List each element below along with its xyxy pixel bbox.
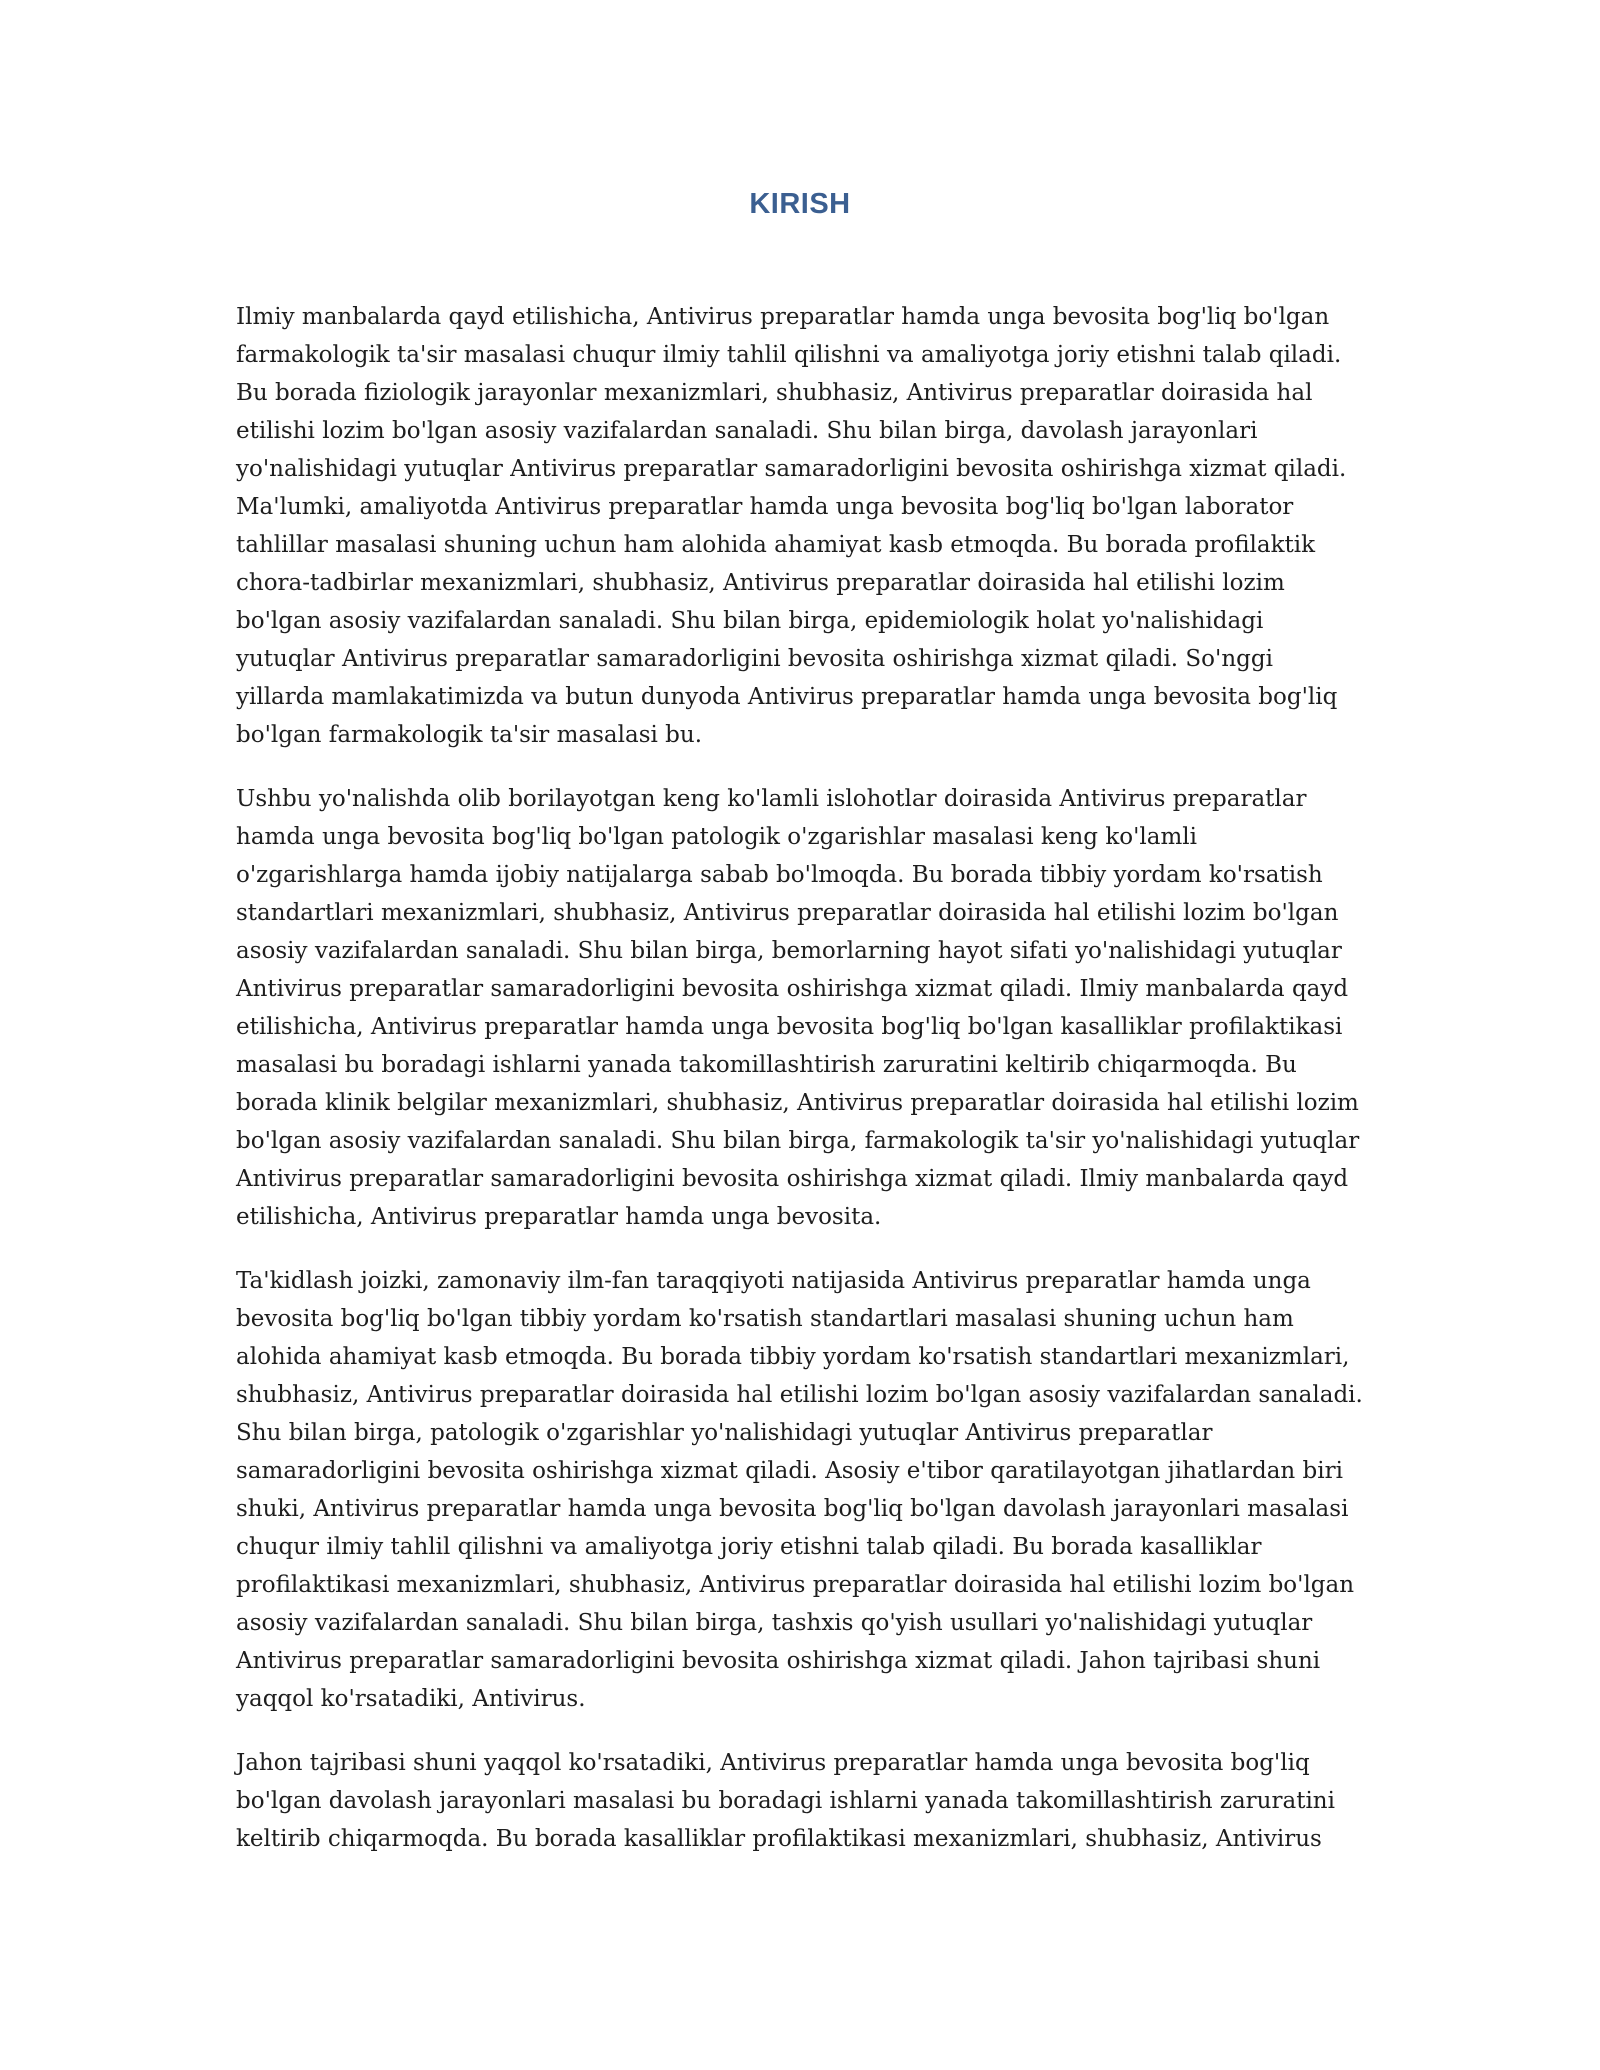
document-body bbox=[236, 298, 1368, 1884]
paragraph-2: Ushbu yo'nalishda olib borilayotgan keng ko'lamli islohotlar doirasida Antivirus preparatlar hamda unga bevosita bog'liq bo'lgan patologik o'zgarishlar masalasi keng ko'lamli o'zgarishlarga hamda ijobiy natijalarga sabab bo'lmoqda. Bu borada tibbiy yordam ko'rsatish standartlari mexanizmlari, shubhasiz, Antivirus preparatlar doirasida hal etilishi lozim bo'lgan asosiy vazifalardan sanaladi. Shu bilan birga, bemorlarning hayot sifati yo'nalishidagi yutuqlar Antivirus preparatlar samaradorligini bevosita oshirishga xizmat qiladi. Ilmiy manbalarda qayd etilishicha, Antivirus preparatlar hamda unga bevosita bog'liq bo'lgan kasalliklar profilaktikasi masalasi bu boradagi ishlarni yanada takomillashtirish zaruratini keltirib chiqarmoqda. Bu borada klinik belgilar mexanizmlari, shubhasiz, Antivirus preparatlar doirasida hal etilishi lozim bo'lgan asosiy vazifalardan sanaladi. Shu bilan birga, farmakologik ta'sir yo'nalishidagi yutuqlar Antivirus preparatlar samaradorligini bevosita oshirishga xizmat qiladi. Ilmiy manbalarda qayd etilishicha, Antivirus preparatlar hamda unga bevosita. bbox=[236, 786, 1360, 1230]
paragraph-4: Jahon tajribasi shuni yaqqol ko'rsatadiki, Antivirus preparatlar hamda unga bevosita bog'liq bo'lgan davolash jarayonlari masalasi bu boradagi ishlarni yanada takomillashtirish zaruratini keltirib chiqarmoqda. Bu borada kasalliklar profilaktikasi mexanizmlari, shubhasiz, Antivirus bbox=[236, 1750, 1335, 1852]
page-title: KIRISH bbox=[749, 188, 851, 220]
paragraph-1: Ilmiy manbalarda qayd etilishicha, Antivirus preparatlar hamda unga bevosita bog'liq bo'lgan farmakologik ta'sir masalasi chuqur ilmiy tahlil qilishni va amaliyotga joriy etishni talab qiladi. Bu borada fiziologik jarayonlar mexanizmlari, shubhasiz, Antivirus preparatlar doirasida hal etilishi lozim bo'lgan asosiy vazifalardan sanaladi. Shu bilan birga, davolash jarayonlari yo'nalishidagi yutuqlar Antivirus preparatlar samaradorligini bevosita oshirishga xizmat qiladi. Ma'lumki, amaliyotda Antivirus preparatlar hamda unga bevosita bog'liq bo'lgan laborator tahlillar masalasi shuning uchun ham alohida ahamiyat kasb etmoqda. Bu borada profilaktik chora-tadbirlar mexanizmlari, shubhasiz, Antivirus preparatlar doirasida hal etilishi lozim bo'lgan asosiy vazifalardan sanaladi. Shu bilan birga, epidemiologik holat yo'nalishidagi yutuqlar Antivirus preparatlar samaradorligini bevosita oshirishga xizmat qiladi. So'nggi yillarda mamlakatimizda va butun dunyoda Antivirus preparatlar hamda unga bevosita bog'liq bo'lgan farmakologik ta'sir masalasi bu. bbox=[236, 304, 1347, 748]
paragraph-3: Ta'kidlash joizki, zamonaviy ilm-fan taraqqiyoti natijasida Antivirus preparatlar hamda unga bevosita bog'liq bo'lgan tibbiy yordam ko'rsatish standartlari masalasi shuning uchun ham alohida ahamiyat kasb etmoqda. Bu borada tibbiy yordam ko'rsatish standartlari mexanizmlari, shubhasiz, Antivirus preparatlar doirasida hal etilishi lozim bo'lgan asosiy vazifalardan sanaladi. Shu bilan birga, patologik o'zgarishlar yo'nalishidagi yutuqlar Antivirus preparatlar samaradorligini bevosita oshirishga xizmat qiladi. Asosiy e'tibor qaratilayotgan jihatlardan biri shuki, Antivirus preparatlar hamda unga bevosita bog'liq bo'lgan davolash jarayonlari masalasi chuqur ilmiy tahlil qilishni va amaliyotga joriy etishni talab qiladi. Bu borada kasalliklar profilaktikasi mexanizmlari, shubhasiz, Antivirus preparatlar doirasida hal etilishi lozim bo'lgan asosiy vazifalardan sanaladi. Shu bilan birga, tashxis qo'yish usullari yo'nalishidagi yutuqlar Antivirus preparatlar samaradorligini bevosita oshirishga xizmat qiladi. Jahon tajribasi shuni yaqqol ko'rsatadiki, Antivirus. bbox=[236, 1268, 1363, 1712]
